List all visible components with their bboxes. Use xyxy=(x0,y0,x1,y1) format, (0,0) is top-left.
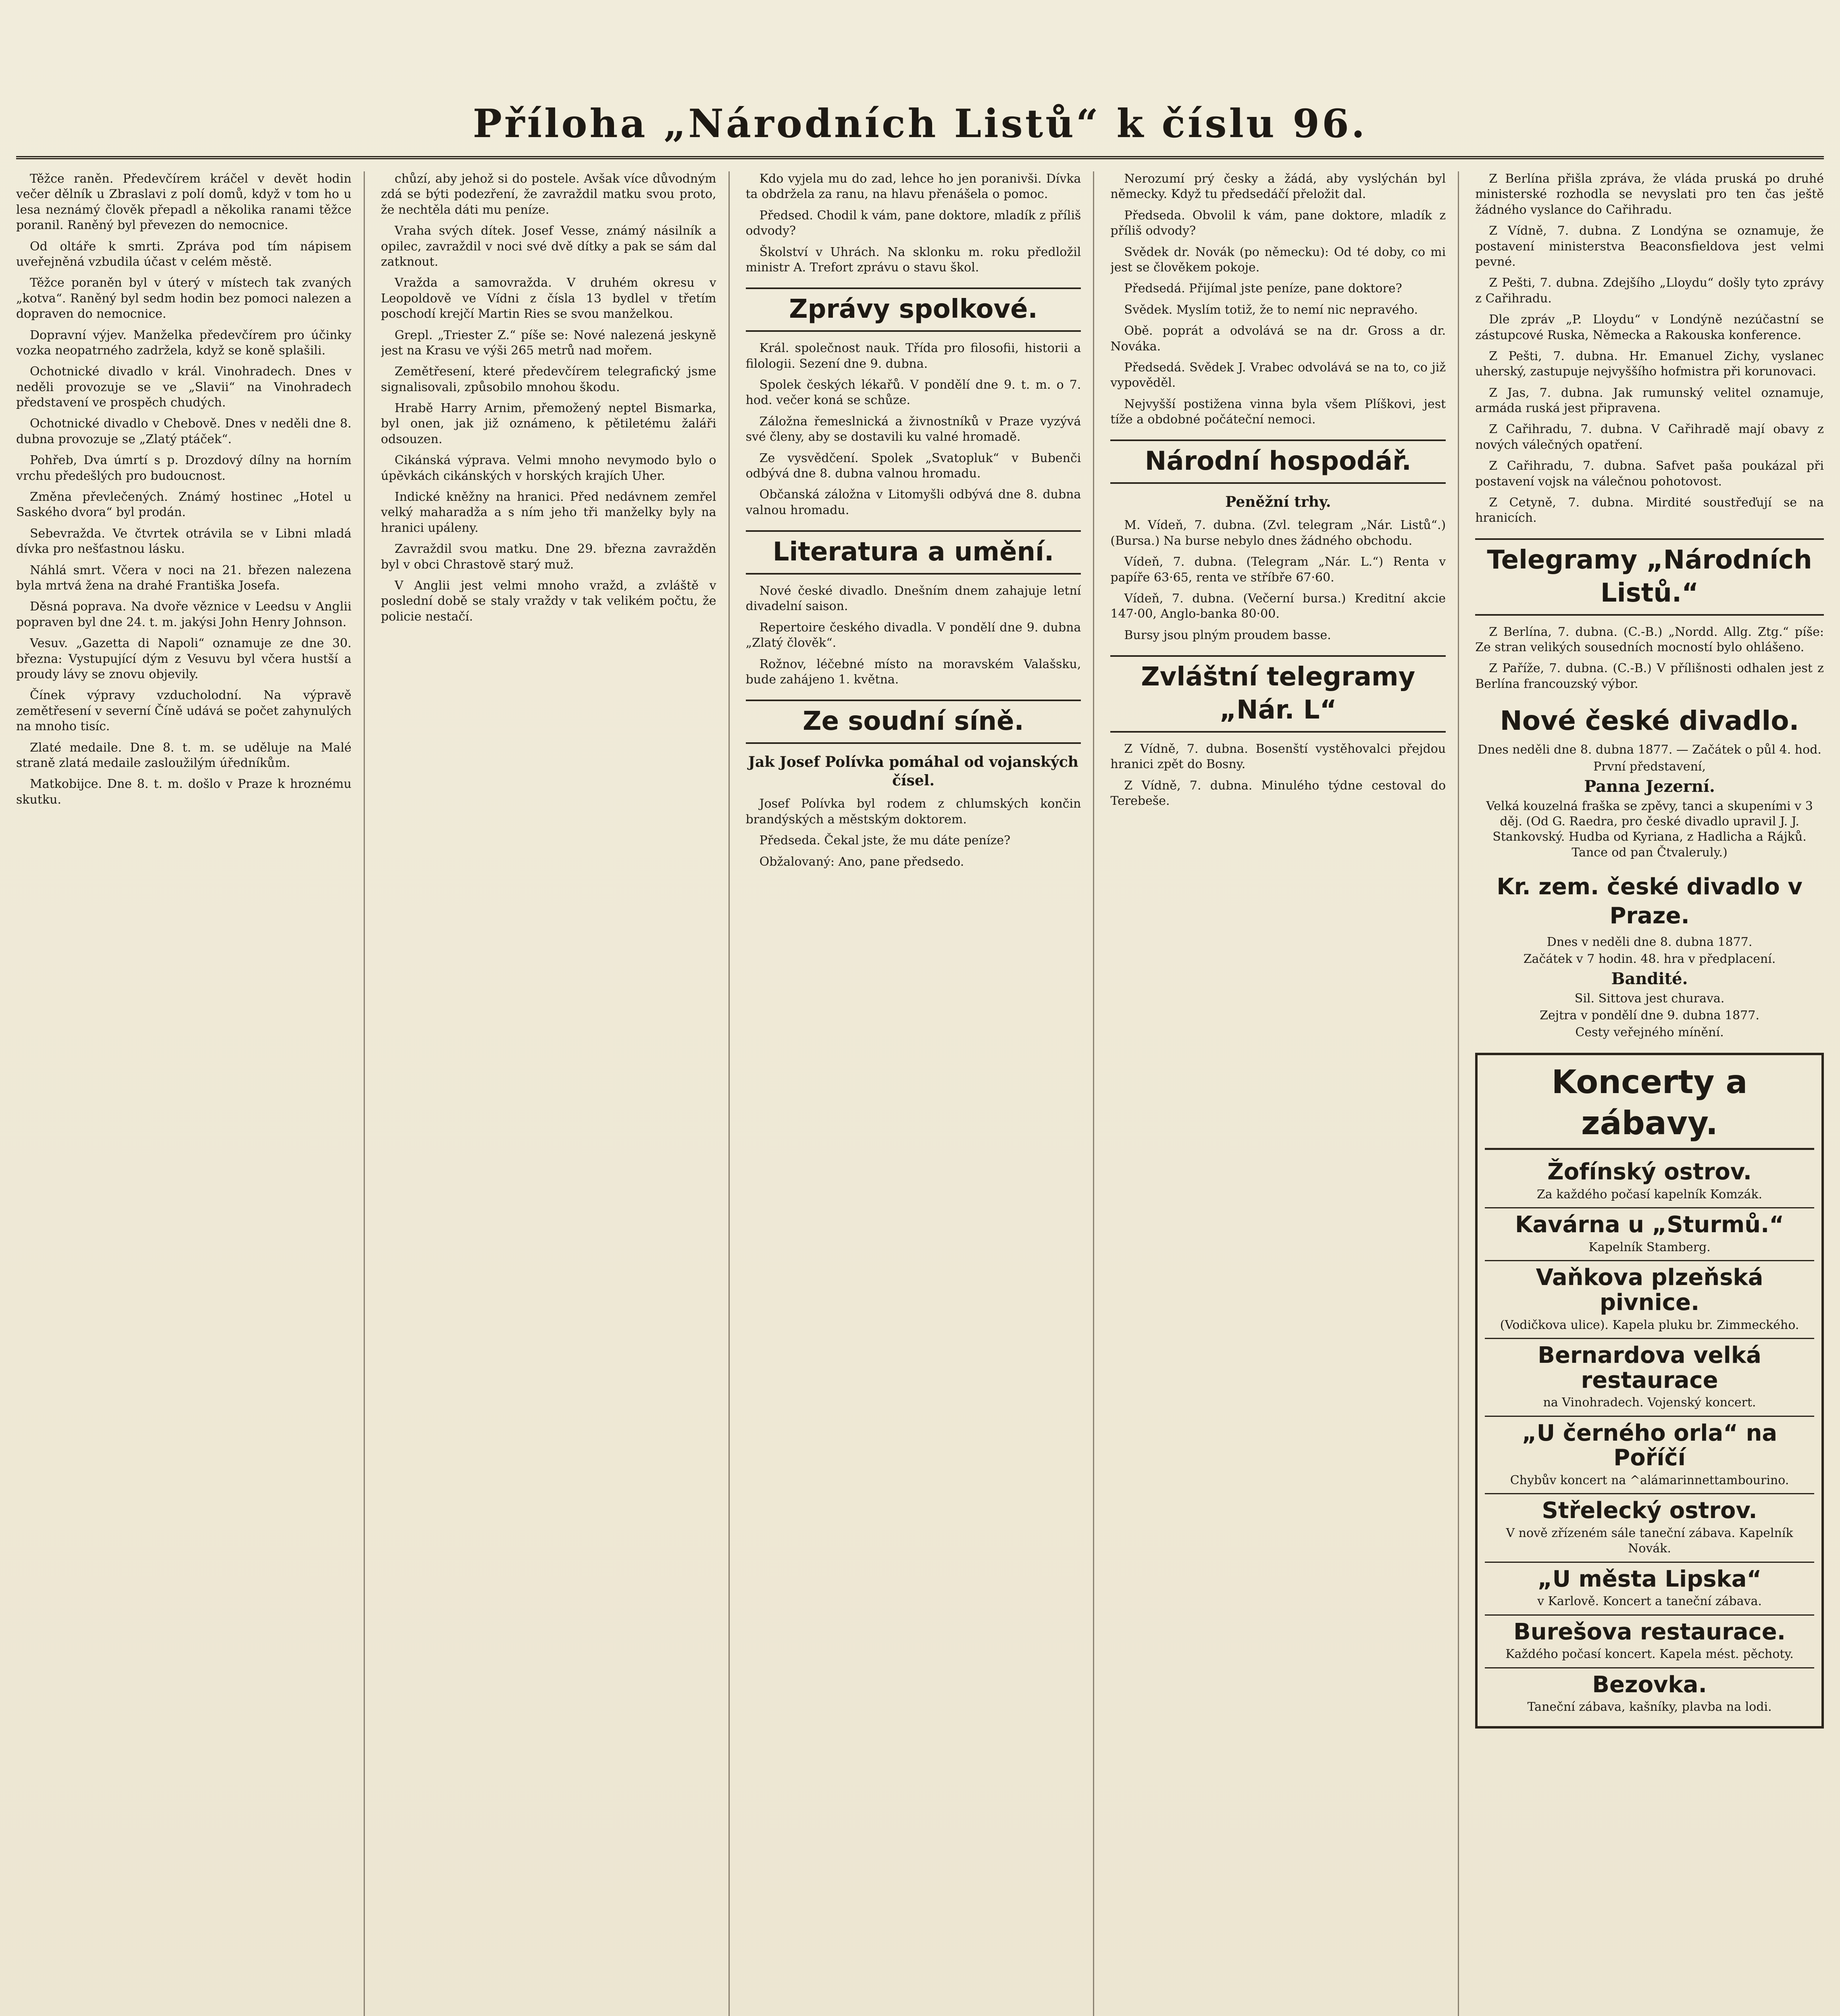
venue-note: Kapelník Stamberg. xyxy=(1588,1240,1711,1255)
section-heading-soudni: Ze soudní síně. xyxy=(746,700,1081,744)
masthead-title: Příloha „Národních Listů“ k číslu 96. xyxy=(16,101,1824,159)
article-subtitle: Jak Josef Polívka pomáhal od vojanských čísel. xyxy=(748,754,1078,789)
venue-item xyxy=(1485,1494,1814,1562)
article-paragraph: Z Jas, 7. dubna. Jak rumunský velitel oznamuje, armáda ruská jest připravena. xyxy=(1475,385,1824,416)
article-paragraph: Předsedа. Čekal jste, že mu dáte peníze? xyxy=(759,833,1011,848)
article-paragraph: Sebevražda. Ve čtvrtek otrávila se v Libni mladá dívka pro nešťastnou lásku. xyxy=(16,526,352,556)
article-paragraph: Indické kněžny na hranici. Před nedávnem zemřel velký maharadža a s ním jeho tři manželky byly na hranici upáleny. xyxy=(381,490,716,535)
article-paragraph: M. Vídeň, 7. dubna. (Zvl. telegram „Nár. Listů“.) (Bursa.) Na burse nebylo dnes žádného obchodu. xyxy=(1110,518,1446,548)
venue-name: Bezovka. xyxy=(1592,1671,1707,1698)
article-paragraph: Hrabě Harry Arnim, přemožený neptel Bismarka, byl onen, jak již oznámeno, k pětiletému žaláři odsouzen. xyxy=(381,401,716,446)
theatre-line: Sil. Sittova jest churava. xyxy=(1574,991,1725,1006)
article-paragraph: Předsedá. Svědek J. Vrabec odvolává se na to, co již vypověděl. xyxy=(1110,360,1446,390)
article-paragraph: Nové české divadlo. Dnešním dnem zahajuje letní divadelní saison. xyxy=(745,584,1081,614)
venue-name: Kavárna u „Sturmů.“ xyxy=(1515,1212,1784,1238)
venue-note: V nově zřízeném sále taneční zábava. Kapelník Novák. xyxy=(1506,1526,1793,1556)
article-paragraph: Grepl. „Triester Z.“ píše se: Nové nalezená jeskyně jest na Krasu ve výši 265 metrů nad mořem. xyxy=(381,328,716,358)
venue-name: „U černého orla“ na Poříčí xyxy=(1522,1420,1778,1471)
article-paragraph: Josef Polívka byl rodem z chlumských končin brandýských a městským doktorem. xyxy=(745,797,1081,827)
venue-item xyxy=(1485,1417,1814,1495)
theatre-line: Dnes neděli dne 8. dubna 1877. — Začátek o půl 4. hod. xyxy=(1478,742,1821,757)
article-paragraph: Vesuv. „Gazetta di Napoli“ oznamuje ze dne 30. března: Vystupující dým z Vesuvu byl včera hustší a proudy lávy se znovu objevily. xyxy=(16,636,352,681)
theatre-line: Začátek v 7 hodin. 48. hra v předplacení. xyxy=(1523,952,1776,966)
article-paragraph: Z Paříže, 7. dubna. (C.-B.) V přílišnosti odhalen jest z Berlína francouzský výbor. xyxy=(1475,661,1824,691)
article-paragraph: Děsná popravа. Na dvoře věznice v Leedsu v Anglii popraven byl dne 24. t. m. jakýsi John Henry Johnson. xyxy=(16,600,352,629)
article-paragraph: Obžalovaný: Ano, pane předsedo. xyxy=(759,854,964,869)
venue-item xyxy=(1485,1668,1814,1720)
article-paragraph: Zemětřesení, které předevčírem telegrafický jsme signalisovali, způsobilo mnohou škodu. xyxy=(381,364,716,394)
venue-note: (Vodičkova ulice). Kapela pluku br. Zimmeckého. xyxy=(1500,1318,1799,1332)
venue-note: Chybův koncert na ^alámarinnettambourino. xyxy=(1510,1473,1789,1487)
venue-note: Každého počasí koncert. Kapela mést. pěchoty. xyxy=(1505,1647,1794,1662)
section-subheading: Peněžní trhy. xyxy=(1225,494,1331,511)
article-paragraph: Repertoire českého divadla. V pondělí dne 9. dubna „Zlatý člověk“. xyxy=(745,620,1081,650)
article-paragraph: Z Cařihradu, 7. dubna. V Cařihradě mají obavy z nových válečných opatření. xyxy=(1475,422,1824,452)
article-paragraph: Svědek. Myslím totiž, že to nemí nic nepravého. xyxy=(1124,302,1418,317)
theatre-line: Dnes v neděli dne 8. dubna 1877. xyxy=(1547,935,1753,949)
column-1 xyxy=(16,171,365,2016)
article-paragraph: Ze vysvědčení. Spolek „Svatopluk“ v Bubenči odbývá dne 8. dubna valnou hromadu. xyxy=(745,451,1081,481)
theatre-line: Zejtra v pondělí dne 9. dubna 1877. xyxy=(1540,1008,1759,1023)
article-paragraph: Předsedá. Přijímal jste peníze, pane doktore? xyxy=(1124,281,1402,296)
article-paragraph: Z Berlína přišla zpráva, že vláda pruská po druhé ministerské rozhodla se nevyslati pro ten čas ještě žádného vyslance do Cařihradu. xyxy=(1475,172,1824,217)
article-paragraph: V Anglii jest velmi mnoho vražd, a zvláště v poslední době se staly vraždy v tak velikém počtu, že policie nestačí. xyxy=(381,578,716,624)
article-paragraph: Král. společnost nauk. Třída pro filosofii, historii a filologii. Sezení dne 9. dubna. xyxy=(745,341,1081,371)
article-paragraph: Pohřeb, Dva úmrtí s p. Drozdový dílny na horním vrchu předešlých pro budoucnost. xyxy=(16,453,352,483)
venue-name: „U města Lipska“ xyxy=(1537,1566,1762,1592)
column-3 xyxy=(746,171,1095,2016)
article-paragraph: Vídeň, 7. dubna. (Telegram „Nár. L.“) Renta v papíře 63·65, renta ve stříbře 67·60. xyxy=(1110,555,1446,585)
concerts-title: Koncerty a zábavy. xyxy=(1485,1062,1814,1150)
venue-note: na Vinohradech. Vojenský koncert. xyxy=(1543,1395,1756,1410)
article-paragraph: Nejvyšší postižena vinna byla všem Plíškovi, jest tíže a obdobné počáteční nemoci. xyxy=(1110,397,1446,427)
article-paragraph: Školství v Uhrách. Na sklonku m. roku předložil ministr A. Trefort zprávu o stavu škol. xyxy=(745,245,1081,275)
article-paragraph: Rožnov, léčebné místo na moravském Valašsku, bude zahájeno 1. května. xyxy=(745,657,1081,687)
article-paragraph: Změna převlečených. Známý hostinec „Hotel u Saského dvora“ byl prodán. xyxy=(16,490,352,520)
theatre-line: První představení, xyxy=(1593,760,1706,774)
venue-name: Střelecký ostrov. xyxy=(1542,1497,1757,1524)
article-paragraph: Z Vídně, 7. dubna. Minulého týdne cestoval do Terebeše. xyxy=(1110,778,1446,808)
venue-note: v Karlově. Koncert a taneční zábava. xyxy=(1537,1594,1762,1609)
article-paragraph: Z Cařihradu, 7. dubna. Safvet paša poukázal při postavení vojsk na válečnou pohotovost. xyxy=(1475,459,1824,489)
article-paragraph: Matkobijce. Dne 8. t. m. došlo v Praze k hroznému skutku. xyxy=(16,777,352,807)
article-paragraph: Kdo vyjela mu do zad, lehce ho jen poranivši. Dívka ta obdržela za ranu, na hlavu přenášela o pomoc. xyxy=(745,172,1081,202)
article-paragraph: Zlaté medaile. Dne 8. t. m. se uděluje na Malé straně zlatá medaile zasloužilým úředníkům. xyxy=(16,740,352,770)
article-paragraph: Záložna řemeslnická a živnostníků v Praze vyzývá své členy, aby se dostavili ku valné hromadě. xyxy=(745,414,1081,444)
column-5 xyxy=(1475,171,1824,2016)
venue-name: Burešova restaurace. xyxy=(1513,1618,1786,1645)
columns xyxy=(16,171,1824,2016)
article-paragraph: Z Berlína, 7. dubna. (C.-B.) „Nordd. Allg. Ztg.“ píše: Ze stran velikých sousedních mocností bylo ohlášeno. xyxy=(1475,625,1824,655)
venue-item xyxy=(1485,1208,1814,1261)
theatre-heading-nove: Nové české divadlo. xyxy=(1500,705,1799,737)
venue-item xyxy=(1485,1339,1814,1417)
section-heading-telegramy: Zvláštní telegramy „Nár. L“ xyxy=(1110,655,1446,733)
venue-item xyxy=(1485,1261,1814,1339)
section-heading-literatura: Literatura a umění. xyxy=(746,530,1081,575)
article-paragraph: Dle zpráv „P. Lloydu“ v Londýně nezúčastní se zástupcové Ruska, Německa a Rakouska konference. xyxy=(1475,312,1824,342)
article-paragraph: chůzí, aby jehož si do postele. Avšak více důvodným zdá se býti podezření, že zavraždil matku svou proto, že nechtěla dáti mu peníze. xyxy=(381,172,716,217)
venue-item xyxy=(1485,1156,1814,1208)
venue-name: Žofínský ostrov. xyxy=(1547,1159,1752,1185)
theatre-line: Velká kouzelná fraška se zpěvy, tanci a skupeními v 3 děj. (Od G. Raedra, pro české divadlo upravil J. J. Stankovský. Hudba od Kyriana, z Hadlicha a Rájků. Tance od pan Čtvaleruly.) xyxy=(1486,799,1813,860)
article-paragraph: Z Vídně, 7. dubna. Bosenští vystěhovalci přejdou hranici zpět do Bosny. xyxy=(1110,742,1446,772)
section-heading-hospodar: Národní hospodář. xyxy=(1110,439,1446,484)
article-paragraph: Předseda. Obvolil k vám, pane doktore, mladík z příliš odvody? xyxy=(1110,208,1446,238)
article-paragraph: Spolek českých lékařů. V pondělí dne 9. t. m. o 7. hod. večer koná se schůze. xyxy=(745,378,1081,408)
article-paragraph: Těžce raněn. Předevčírem kráčel v devět hodin večer dělník u Zbraslavi z polí domů, když v tom ho u lesa neznámý člověk přepadl a několika ranami těžce poranil. Raněný byl převezen do nemocnice. xyxy=(16,172,352,233)
article-paragraph: Obě. poprát a odvolává se na dr. Gross a dr. Nováka. xyxy=(1110,324,1446,354)
article-paragraph: Ochotnické divadlo v král. Vinohradech. Dnes v neděli provozuje se ve „Slavii“ na Vinohradech představení ve prospěch chudých. xyxy=(16,364,352,410)
column-2 xyxy=(381,171,730,2016)
article-paragraph: Vražda a samovražda. V druhém okresu v Leopoldově ve Vídni z čísla 13 bydlel v třetím poschodí krejčí Martin Ries se svou manželkou. xyxy=(381,276,716,321)
article-paragraph: Čínek výpravy vzducholodní. Na výpravě zemětřesení v severní Číně udává se počet zahynulých na mnoho tisíc. xyxy=(16,688,352,734)
article-paragraph: Z Vídně, 7. dubna. Z Londýna se oznamuje, že postavení ministerstva Beaconsfieldova jest velmi pevné. xyxy=(1475,224,1824,269)
article-paragraph: Svědek dr. Novák (po německu): Od té doby, co mi jest se člověkem pokoje. xyxy=(1110,245,1446,275)
article-paragraph: Občanská záložna v Litomyšli odbývá dne 8. dubna valnou hromadu. xyxy=(745,487,1081,517)
article-paragraph: Cikánská výprava. Velmi mnoho nevymodo bylo o úpěvkách cikánských v horských krajích Uher. xyxy=(381,453,716,483)
article-paragraph: Ochotnické divadlo v Chebově. Dnes v neděli dne 8. dubna provozuje se „Zlatý ptáček“. xyxy=(16,417,352,446)
section-heading-telegramy-nl: Telegramy „Národních Listů.“ xyxy=(1475,538,1824,616)
article-paragraph: Náhlá smrt. Včera v noci na 21. březen nalezena byla mrtvá žena na drahé Františka Josefa. xyxy=(16,563,352,593)
venue-note: Za každého počasí kapelník Komzák. xyxy=(1536,1187,1763,1202)
article-paragraph: Bursy jsou plným proudem basse. xyxy=(1124,628,1331,642)
venue-item xyxy=(1485,1563,1814,1616)
concerts-advert-box xyxy=(1475,1053,1824,1729)
column-4 xyxy=(1110,171,1459,2016)
article-paragraph: Z Pešti, 7. dubna. Zdejšího „Lloydu“ došly tyto zprávy z Cařihradu. xyxy=(1475,276,1824,306)
article-paragraph: Z Pešti, 7. dubna. Hr. Emanuel Zichy, vyslanec uherský, zastupuje nejvyššího hofmistra při korunovaci. xyxy=(1475,349,1824,379)
article-paragraph: Nerozumí prý česky a žádá, aby vyslýchán byl německy. Když tu předsedáčí přeložit dal. xyxy=(1110,172,1446,202)
article-paragraph: Z Cetyně, 7. dubna. Mirdité soustřeďují se na hranicích. xyxy=(1475,496,1824,525)
theatre-line: Panna Jezerní. xyxy=(1584,777,1715,796)
article-paragraph: Vraha svých dítek. Josef Vesse, známý násilník a opilec, zavraždil v noci své dvě dítky a pak se sám dal zatknout. xyxy=(381,224,716,269)
article-paragraph: Předsed. Chodil k vám, pane doktore, mladík z příliš odvody? xyxy=(745,208,1081,238)
theatre-line: Cesty veřejného mínění. xyxy=(1575,1025,1724,1040)
venue-name: Vaňkova plzeňská pivnice. xyxy=(1536,1264,1763,1316)
article-paragraph: Zavraždil svou matku. Dne 29. března zavražděn byl v obci Chrastově starý muž. xyxy=(381,542,716,572)
article-paragraph: Dopravní výjev. Manželka předevčírem pro účinky vozka neopatrného zadržela, když se koně splašili. xyxy=(16,328,352,358)
theatre-heading-zemske: Kr. zem. české divadlo v Praze. xyxy=(1497,874,1803,929)
venue-item xyxy=(1485,1616,1814,1668)
article-paragraph: Těžce poraněn byl v úterý v místech tak zvaných „kotva“. Raněný byl sedm hodin bez pomoci nalezen a dopraven do nemocnice. xyxy=(16,276,352,321)
venue-name: Bernardova velká restaurace xyxy=(1538,1342,1761,1393)
section-heading-spolkove: Zprávy spolkové. xyxy=(746,287,1081,332)
article-paragraph: Od oltáře k smrti. Zpráva pod tím nápisem uveřejněná vzbudila účast v celém městě. xyxy=(16,239,352,269)
venue-note: Taneční zábava, kašníky, plavba na lodi. xyxy=(1527,1700,1772,1714)
theatre-line: Bandité. xyxy=(1611,969,1688,989)
article-paragraph: Vídeň, 7. dubna. (Večerní bursa.) Kreditní akcie 147·00, Anglo-banka 80·00. xyxy=(1110,591,1446,621)
